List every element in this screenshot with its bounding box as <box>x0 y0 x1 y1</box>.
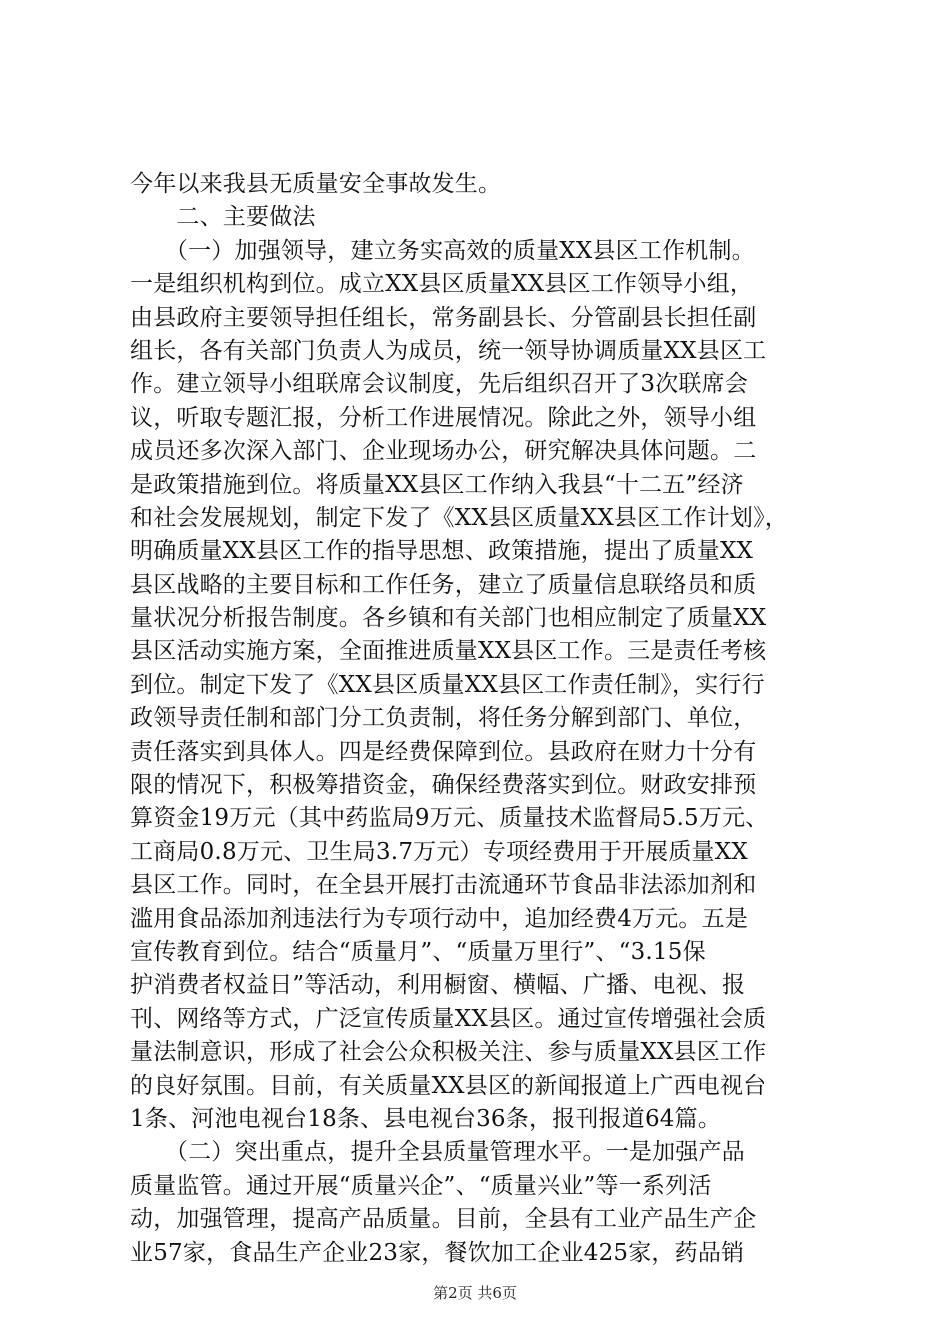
text-line: 政领导责任制和部门分工负责制，将任务分解到部门、单位， <box>130 705 757 732</box>
text-line: 作。建立领导小组联席会议制度，先后组织召开了3次联席会 <box>130 371 749 398</box>
section-heading: 二、主要做法 <box>130 204 316 231</box>
text-line: 工商局0.8万元、卫生局3.7万元）专项经费用于开展质量XX <box>130 838 748 865</box>
text-line: 由县政府主要领导担任组长，常务副县长、分管副县长担任副 <box>130 304 757 331</box>
text-line: 限的情况下，积极筹措资金，确保经费落实到位。财政安排预 <box>130 772 757 799</box>
text-line: 县区活动实施方案，全面推进质量XX县区工作。三是责任考核 <box>130 638 767 665</box>
text-line: 业57家，食品生产企业23家，餐饮加工企业425家，药品销 <box>130 1239 745 1266</box>
text-line: 宣传教育到位。结合“质量月”、“质量万里行”、“3.15保 <box>130 938 706 965</box>
text-line: 滥用食品添加剂违法行为专项行动中，追加经费4万元。五是 <box>130 905 749 932</box>
text-line: 刊、网络等方式，广泛宣传质量XX县区。通过宣传增强社会质 <box>130 1005 767 1032</box>
text-line: 质量监管。通过开展“质量兴企”、“质量兴业”等一系列活 <box>130 1172 712 1199</box>
text-line: 和社会发展规划，制定下发了《XX县区质量XX县区工作计划》， <box>130 504 788 531</box>
text-line: 是政策措施到位。将质量XX县区工作纳入我县“十二五”经济 <box>130 471 744 498</box>
text-line: 动，加强管理，提高产品质量。目前，全县有工业产品生产企 <box>130 1206 757 1233</box>
text-line: 组长，各有关部门负责人为成员，统一领导协调质量XX县区工 <box>130 337 767 364</box>
text-line: 县区工作。同时，在全县开展打击流通环节食品非法添加剂和 <box>130 872 757 899</box>
text-line: 县区战略的主要目标和工作任务，建立了质量信息联络员和质 <box>130 571 757 598</box>
text-line: 1条、河池电视台18条、县电视台36条，报刊报道64篇。 <box>130 1105 722 1132</box>
text-line: 护消费者权益日”等活动，利用橱窗、横幅、广播、电视、报 <box>130 972 746 999</box>
text-line: 算资金19万元（其中药监局9万元、质量技术监督局5.5万元、 <box>130 805 769 832</box>
subsection-heading: （二）突出重点，提升全县质量管理水平。一是加强产品 <box>130 1139 745 1166</box>
text-line: 到位。制定下发了《XX县区质量XX县区工作责任制》，实行行 <box>130 671 765 698</box>
text-line: 的良好氛围。目前，有关质量XX县区的新闻报道上广西电视台 <box>130 1072 767 1099</box>
body-text <box>130 168 830 1270</box>
text-line: 今年以来我县无质量安全事故发生。 <box>130 171 502 197</box>
subsection-heading: （一）加强领导，建立务实高效的质量XX县区工作机制。 <box>130 237 755 264</box>
text-line: 成员还多次深入部门、企业现场办公，研究解决具体问题。二 <box>130 438 757 465</box>
text-line: 量状况分析报告制度。各乡镇和有关部门也相应制定了质量XX <box>130 605 767 632</box>
page-footer <box>0 1282 950 1303</box>
text-line: 明确质量XX县区工作的指导思想、政策措施，提出了质量XX <box>130 538 754 565</box>
text-line: 一是组织机构到位。成立XX县区质量XX县区工作领导小组， <box>130 271 754 298</box>
text-line: 量法制意识，形成了社会公众积极关注、参与质量XX县区工作 <box>130 1039 767 1066</box>
page-number-label: 第2页 共6页 <box>433 1284 517 1302</box>
text-line: 议，听取专题汇报，分析工作进展情况。除此之外，领导小组 <box>130 404 757 431</box>
text-line: 责任落实到具体人。四是经费保障到位。县政府在财力十分有 <box>130 738 757 765</box>
